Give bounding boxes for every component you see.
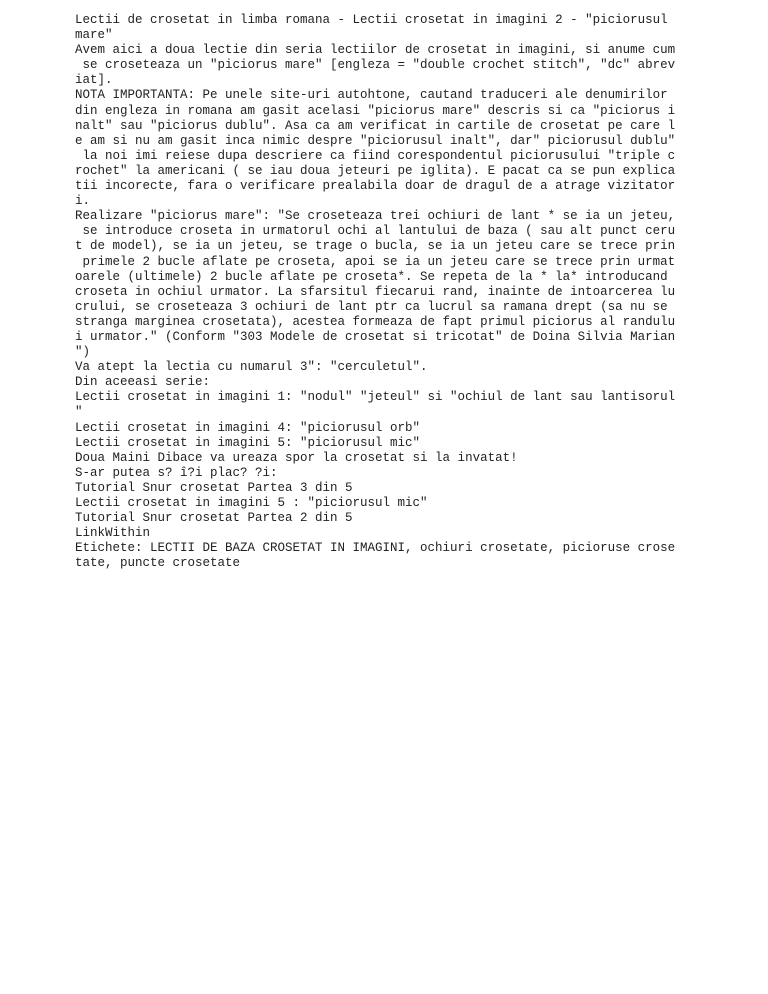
text-line: Tutorial Snur crosetat Partea 2 din 5 <box>75 511 353 526</box>
text-line: Etichete: LECTII DE BAZA CROSETAT IN IMAGINI, ochiuri crosetate, picioruse crose <box>75 541 676 556</box>
text-line: t de model), se ia un jeteu, se trage o bucla, se ia un jeteu care se trece prin <box>75 239 676 254</box>
text-line: Din aceeasi serie: <box>75 375 211 390</box>
text-line: i. <box>75 194 91 209</box>
text-line: se croseteaza un "piciorus mare" [engleza = "double crochet stitch", "dc" abrev <box>75 58 676 73</box>
text-line: LinkWithin <box>75 526 151 541</box>
text-line: Lectii crosetat in imagini 5: "piciorusul mic" <box>75 435 421 450</box>
text-line: la noi imi reiese dupa descriere ca fiind corespondentul piciorusului "triple c <box>75 148 676 163</box>
text-line: Tutorial Snur crosetat Partea 3 din 5 <box>75 480 353 495</box>
text-line: " <box>75 405 83 420</box>
text-line: crului, se croseteaza 3 ochiuri de lant ptr ca lucrul sa ramana drept (sa nu se <box>75 299 668 314</box>
text-line: Va atept la lectia cu numarul 3": "cerculetul". <box>75 360 428 375</box>
text-line: Realizare "piciorus mare": "Se croseteaza trei ochiuri de lant * se ia un jeteu, <box>75 209 676 224</box>
text-line: iat]. <box>75 73 113 88</box>
text-line: ") <box>75 345 91 360</box>
text-line: mare" <box>75 28 113 43</box>
text-line: din engleza in romana am gasit acelasi "piciorus mare" descris si ca "piciorus i <box>75 103 676 118</box>
text-line: Lectii crosetat in imagini 1: "nodul" "jeteul" si "ochiul de lant sau lantisorul <box>75 390 676 405</box>
text-line: i urmator." (Conform "303 Modele de crosetat si tricotat" de Doina Silvia Marian <box>75 329 676 344</box>
text-line: croseta in ochiul urmator. La sfarsitul fiecarui rand, inainte de intoarcerea lu <box>75 284 676 299</box>
text-line: Avem aici a doua lectie din seria lectiilor de crosetat in imagini, si anume cum <box>75 43 676 58</box>
text-line: Doua Maini Dibace va ureaza spor la crosetat si la invatat! <box>75 450 518 465</box>
document-text <box>75 13 675 571</box>
text-line: NOTA IMPORTANTA: Pe unele site-uri autohtone, cautand traduceri ale denumirilor <box>75 88 668 103</box>
text-line: S-ar putea s? î?i plac? ?i: <box>75 465 278 480</box>
text-line: tii incorecte, fara o verificare prealabila doar de dragul de a atrage vizitator <box>75 179 676 194</box>
text-line: nalt" sau "piciorus dublu". Asa ca am verificat in cartile de crosetat pe care l <box>75 118 676 133</box>
text-line: se introduce croseta in urmatorul ochi al lantului de baza ( sau alt punct ceru <box>75 224 676 239</box>
text-line: Lectii crosetat in imagini 4: "piciorusul orb" <box>75 420 421 435</box>
text-line: primele 2 bucle aflate pe croseta, apoi se ia un jeteu care se trece prin urmat <box>75 254 676 269</box>
text-line: Lectii de crosetat in limba romana - Lectii crosetat in imagini 2 - "piciorusul <box>75 13 668 27</box>
text-line: Lectii crosetat in imagini 5 : "piciorusul mic" <box>75 496 428 510</box>
text-line: e am si nu am gasit inca nimic despre "piciorusul inalt", dar" piciorusul dublu" <box>75 133 676 148</box>
text-line: oarele (ultimele) 2 bucle aflate pe croseta*. Se repeta de la * la* introducand <box>75 269 668 284</box>
text-line: stranga marginea crosetata), acestea formeaza de fapt primul piciorus al randulu <box>75 314 676 329</box>
text-line: rochet" la americani ( se iau doua jeteuri pe iglita). E pacat ca se pun explica <box>75 163 676 178</box>
text-line: tate, puncte crosetate <box>75 556 241 571</box>
